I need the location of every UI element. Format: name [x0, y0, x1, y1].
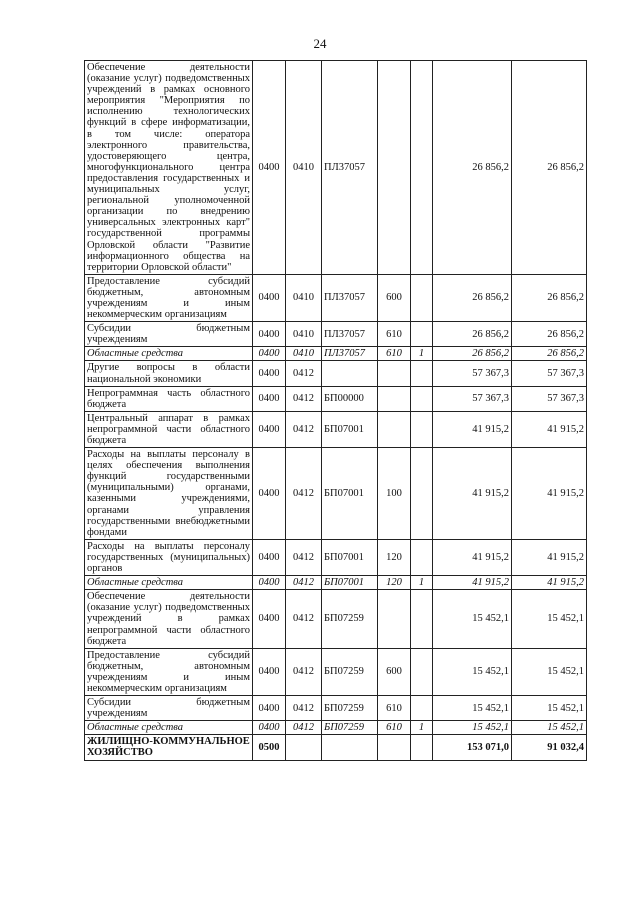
row-amount-first: 41 915,2	[433, 539, 512, 575]
row-subsection-code: 0412	[286, 648, 322, 695]
row-funding-source	[411, 696, 433, 721]
row-subsection-code: 0412	[286, 539, 322, 575]
row-amount-second: 41 915,2	[512, 448, 587, 540]
row-amount-first: 41 915,2	[433, 576, 512, 590]
row-section-code: 0400	[253, 386, 286, 411]
row-target-article: БП07259	[322, 721, 378, 735]
row-amount-first: 26 856,2	[433, 347, 512, 361]
row-funding-source: 1	[411, 576, 433, 590]
row-description: Расходы на выплаты персоналу в целях обеспечения выполнения функций государственными (муниципальными) органами, казенными учреждениями, органами управления государственными внебюджетными фондами	[85, 448, 253, 540]
row-description: Субсидии бюджетным учреждениям	[85, 322, 253, 347]
row-description: ЖИЛИЩНО-КОММУНАЛЬНОЕ ХОЗЯЙСТВО	[85, 735, 253, 760]
row-amount-second: 15 452,1	[512, 721, 587, 735]
row-subsection-code: 0412	[286, 590, 322, 648]
row-amount-second: 26 856,2	[512, 274, 587, 321]
row-funding-source: 1	[411, 721, 433, 735]
row-subsection-code: 0412	[286, 576, 322, 590]
row-funding-source	[411, 386, 433, 411]
table-row	[85, 590, 587, 648]
row-expense-type	[378, 61, 411, 275]
row-subsection-code: 0410	[286, 61, 322, 275]
row-funding-source	[411, 539, 433, 575]
row-funding-source	[411, 648, 433, 695]
row-amount-first: 26 856,2	[433, 274, 512, 321]
row-expense-type	[378, 735, 411, 760]
row-funding-source	[411, 735, 433, 760]
row-subsection-code: 0412	[286, 448, 322, 540]
row-section-code: 0400	[253, 274, 286, 321]
row-expense-type	[378, 590, 411, 648]
row-amount-first: 41 915,2	[433, 448, 512, 540]
row-amount-second: 57 367,3	[512, 386, 587, 411]
row-amount-first: 26 856,2	[433, 61, 512, 275]
row-description: Субсидии бюджетным учреждениям	[85, 696, 253, 721]
row-section-code: 0400	[253, 576, 286, 590]
row-section-code: 0400	[253, 696, 286, 721]
row-target-article: ПЛ37057	[322, 322, 378, 347]
row-target-article: БП00000	[322, 386, 378, 411]
row-target-article: БП07259	[322, 648, 378, 695]
row-subsection-code: 0410	[286, 274, 322, 321]
row-amount-second: 15 452,1	[512, 590, 587, 648]
row-amount-first: 15 452,1	[433, 590, 512, 648]
row-amount-second: 26 856,2	[512, 347, 587, 361]
row-funding-source	[411, 590, 433, 648]
row-expense-type: 600	[378, 274, 411, 321]
row-funding-source: 1	[411, 347, 433, 361]
row-section-code: 0400	[253, 347, 286, 361]
row-description: Непрограммная часть областного бюджета	[85, 386, 253, 411]
table-row	[85, 735, 587, 760]
row-amount-first: 41 915,2	[433, 411, 512, 447]
row-target-article: БП07001	[322, 448, 378, 540]
table-row	[85, 386, 587, 411]
row-funding-source	[411, 448, 433, 540]
row-expense-type: 610	[378, 696, 411, 721]
budget-table-body	[85, 61, 587, 761]
row-amount-first: 26 856,2	[433, 322, 512, 347]
table-row	[85, 61, 587, 275]
row-section-code: 0400	[253, 411, 286, 447]
row-target-article: БП07259	[322, 590, 378, 648]
page-number: 24	[313, 36, 327, 51]
table-row	[85, 576, 587, 590]
row-amount-first: 15 452,1	[433, 721, 512, 735]
row-funding-source	[411, 61, 433, 275]
row-section-code: 0400	[253, 61, 286, 275]
row-target-article: БП07001	[322, 576, 378, 590]
row-description: Областные средства	[85, 721, 253, 735]
table-row	[85, 448, 587, 540]
row-expense-type: 610	[378, 721, 411, 735]
row-amount-first: 153 071,0	[433, 735, 512, 760]
row-description: Предоставление субсидий бюджетным, автономным учреждениям и иным некоммерческим организациям	[85, 648, 253, 695]
row-description: Расходы на выплаты персоналу государственных (муниципальных) органов	[85, 539, 253, 575]
row-description: Областные средства	[85, 347, 253, 361]
table-row	[85, 361, 587, 386]
row-amount-second: 41 915,2	[512, 576, 587, 590]
row-subsection-code: 0410	[286, 322, 322, 347]
row-amount-second: 26 856,2	[512, 61, 587, 275]
row-section-code: 0400	[253, 721, 286, 735]
row-funding-source	[411, 411, 433, 447]
row-expense-type: 600	[378, 648, 411, 695]
table-row	[85, 274, 587, 321]
row-funding-source	[411, 322, 433, 347]
row-amount-second: 41 915,2	[512, 539, 587, 575]
row-description: Предоставление субсидий бюджетным, автономным учреждениям и иным некоммерческим организациям	[85, 274, 253, 321]
row-funding-source	[411, 274, 433, 321]
row-target-article: БП07001	[322, 539, 378, 575]
row-target-article: ПЛ37057	[322, 61, 378, 275]
row-amount-second: 57 367,3	[512, 361, 587, 386]
row-expense-type: 120	[378, 576, 411, 590]
row-amount-second: 91 032,4	[512, 735, 587, 760]
row-subsection-code: 0412	[286, 411, 322, 447]
row-subsection-code	[286, 735, 322, 760]
budget-table	[84, 60, 587, 761]
row-expense-type: 100	[378, 448, 411, 540]
row-amount-second: 26 856,2	[512, 322, 587, 347]
row-target-article: ПЛ37057	[322, 274, 378, 321]
row-amount-first: 15 452,1	[433, 648, 512, 695]
row-expense-type	[378, 411, 411, 447]
table-row	[85, 322, 587, 347]
row-expense-type: 610	[378, 347, 411, 361]
row-description: Обеспечение деятельности (оказание услуг) подведомственных учреждений в рамках основного мероприятия "Мероприятия по исполнению технологических функций в сфере информатизации, в том числе: оператора электронного правительства, удостоверяющего центра, многофункционального центра предоставления государственных и муниципальных услуг, региональной уполномоченной организации по внедрению универсальных электронных карт" государственной программы Орловской области "Развитие информационного общества на территории Орловской области"	[85, 61, 253, 275]
table-row	[85, 648, 587, 695]
row-amount-second: 15 452,1	[512, 648, 587, 695]
row-description: Другие вопросы в области национальной экономики	[85, 361, 253, 386]
row-description: Областные средства	[85, 576, 253, 590]
table-row	[85, 411, 587, 447]
row-expense-type	[378, 386, 411, 411]
row-section-code: 0400	[253, 322, 286, 347]
row-expense-type: 610	[378, 322, 411, 347]
table-row	[85, 347, 587, 361]
row-amount-first: 15 452,1	[433, 696, 512, 721]
row-section-code: 0400	[253, 361, 286, 386]
table-row	[85, 721, 587, 735]
row-section-code: 0500	[253, 735, 286, 760]
row-subsection-code: 0410	[286, 347, 322, 361]
row-section-code: 0400	[253, 590, 286, 648]
row-amount-first: 57 367,3	[433, 361, 512, 386]
row-description: Обеспечение деятельности (оказание услуг) подведомственных учреждений в рамках непрограммной части областного бюджета	[85, 590, 253, 648]
row-subsection-code: 0412	[286, 696, 322, 721]
row-expense-type	[378, 361, 411, 386]
table-row	[85, 539, 587, 575]
row-funding-source	[411, 361, 433, 386]
row-amount-first: 57 367,3	[433, 386, 512, 411]
row-amount-second: 15 452,1	[512, 696, 587, 721]
row-section-code: 0400	[253, 448, 286, 540]
row-target-article: ПЛ37057	[322, 347, 378, 361]
row-description: Центральный аппарат в рамках непрограммной части областного бюджета	[85, 411, 253, 447]
row-target-article	[322, 735, 378, 760]
table-row	[85, 696, 587, 721]
row-subsection-code: 0412	[286, 386, 322, 411]
row-section-code: 0400	[253, 648, 286, 695]
row-target-article: БП07259	[322, 696, 378, 721]
row-expense-type: 120	[378, 539, 411, 575]
row-amount-second: 41 915,2	[512, 411, 587, 447]
row-subsection-code: 0412	[286, 361, 322, 386]
row-target-article	[322, 361, 378, 386]
row-section-code: 0400	[253, 539, 286, 575]
row-subsection-code: 0412	[286, 721, 322, 735]
row-target-article: БП07001	[322, 411, 378, 447]
